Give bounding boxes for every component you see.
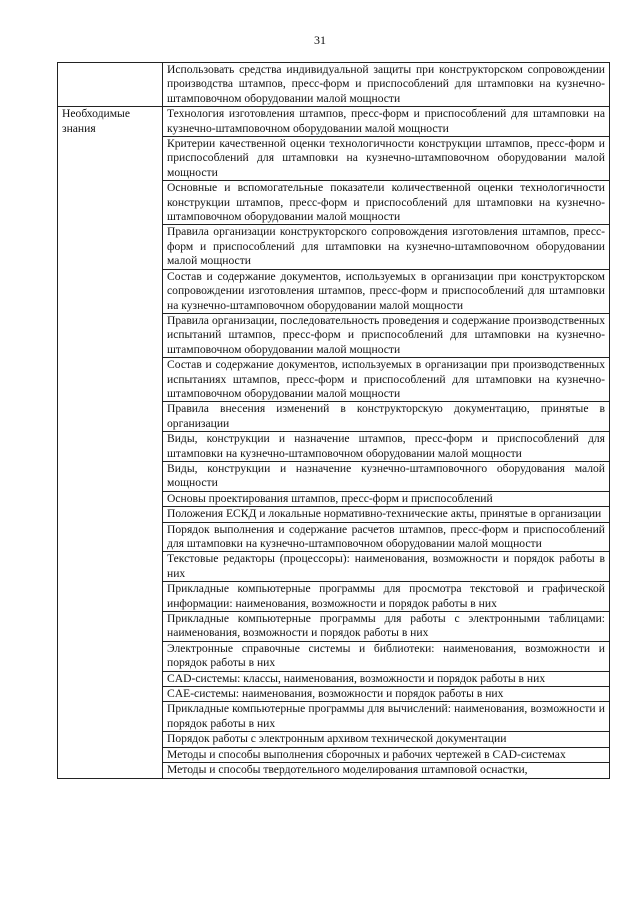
page-number: 31 xyxy=(314,33,326,47)
table-cell: Правила внесения изменений в конструкторскую документацию, принятые в организации xyxy=(163,402,610,432)
table-cell: Основные и вспомогательные показатели количественной оценки технологичности конструкции штампов, пресс-форм и приспособлений для штамповки на кузнечно-штамповочном оборудовании малой мощности xyxy=(163,181,610,225)
table-cell: Прикладные компьютерные программы для просмотра текстовой и графической информации: наименования, возможности и порядок работы в них xyxy=(163,582,610,612)
table-cell: CAD-системы: классы, наименования, возможности и порядок работы в них xyxy=(163,671,610,686)
table-cell: Текстовые редакторы (процессоры): наименования, возможности и порядок работы в них xyxy=(163,552,610,582)
label-cell-empty xyxy=(58,63,163,107)
table-cell: Технология изготовления штампов, пресс-форм и приспособлений для штамповки на кузнечно-штамповочном оборудовании малой мощности xyxy=(163,107,610,137)
table-cell: Состав и содержание документов, используемых в организации при производственных испытаниях штампов, пресс-форм и приспособлений для штамповки на кузнечно-штамповочном оборудовании малой мощности xyxy=(163,358,610,402)
table-cell: Прикладные компьютерные программы для вычислений: наименования, возможности и порядок работы в них xyxy=(163,702,610,732)
table-cell: Критерии качественной оценки технологичности конструкции штампов, пресс-форм и приспособлений для штамповки на кузнечно-штамповочном оборудовании малой мощности xyxy=(163,137,610,181)
table-row xyxy=(58,107,610,137)
table-row xyxy=(58,63,610,107)
table-cell: Электронные справочные системы и библиотеки: наименования, возможности и порядок работы в них xyxy=(163,641,610,671)
requirements-table xyxy=(57,62,610,779)
section-label: Необходимые знания xyxy=(58,107,163,778)
table-cell: Правила организации, последовательность проведения и содержание производственных испытаний штампов, пресс-форм и приспособлений для штамповки на кузнечно-штамповочном оборудовании малой мощности xyxy=(163,313,610,357)
table-cell: Прикладные компьютерные программы для работы с электронными таблицами: наименования, возможности и порядок работы в них xyxy=(163,612,610,642)
table-cell: Виды, конструкции и назначение штампов, пресс-форм и приспособлений для штамповки на кузнечно-штамповочном оборудовании малой мощности xyxy=(163,432,610,462)
table-cell: Виды, конструкции и назначение кузнечно-штамповочного оборудования малой мощности xyxy=(163,461,610,491)
table-cell: Состав и содержание документов, используемых в организации при конструкторском сопровождении изготовления штампов, пресс-форм и приспособлений для штамповки на кузнечно-штамповочном оборудовании малой мощности xyxy=(163,269,610,313)
table-cell: Основы проектирования штампов, пресс-форм и приспособлений xyxy=(163,491,610,506)
table-cell: Использовать средства индивидуальной защиты при конструкторском сопровождении производства штампов, пресс-форм и приспособлений для штамповки на кузнечно-штамповочном оборудовании малой мощности xyxy=(163,63,610,107)
table-cell: Методы и способы твердотельного моделирования штамповой оснастки, xyxy=(163,763,610,778)
table-cell: Правила организации конструкторского сопровождения изготовления штампов, пресс-форм и приспособлений для штамповки на кузнечно-штамповочном оборудовании малой мощности xyxy=(163,225,610,269)
table-cell: Методы и способы выполнения сборочных и рабочих чертежей в CAD-системах xyxy=(163,747,610,762)
table-cell: Положения ЕСКД и локальные нормативно-технические акты, принятые в организации xyxy=(163,507,610,522)
table-cell: Порядок работы с электронным архивом технической документации xyxy=(163,732,610,747)
table-cell: CAE-системы: наименования, возможности и порядок работы в них xyxy=(163,687,610,702)
table-cell: Порядок выполнения и содержание расчетов штампов, пресс-форм и приспособлений для штамповки на кузнечно-штамповочном оборудовании малой мощности xyxy=(163,522,610,552)
